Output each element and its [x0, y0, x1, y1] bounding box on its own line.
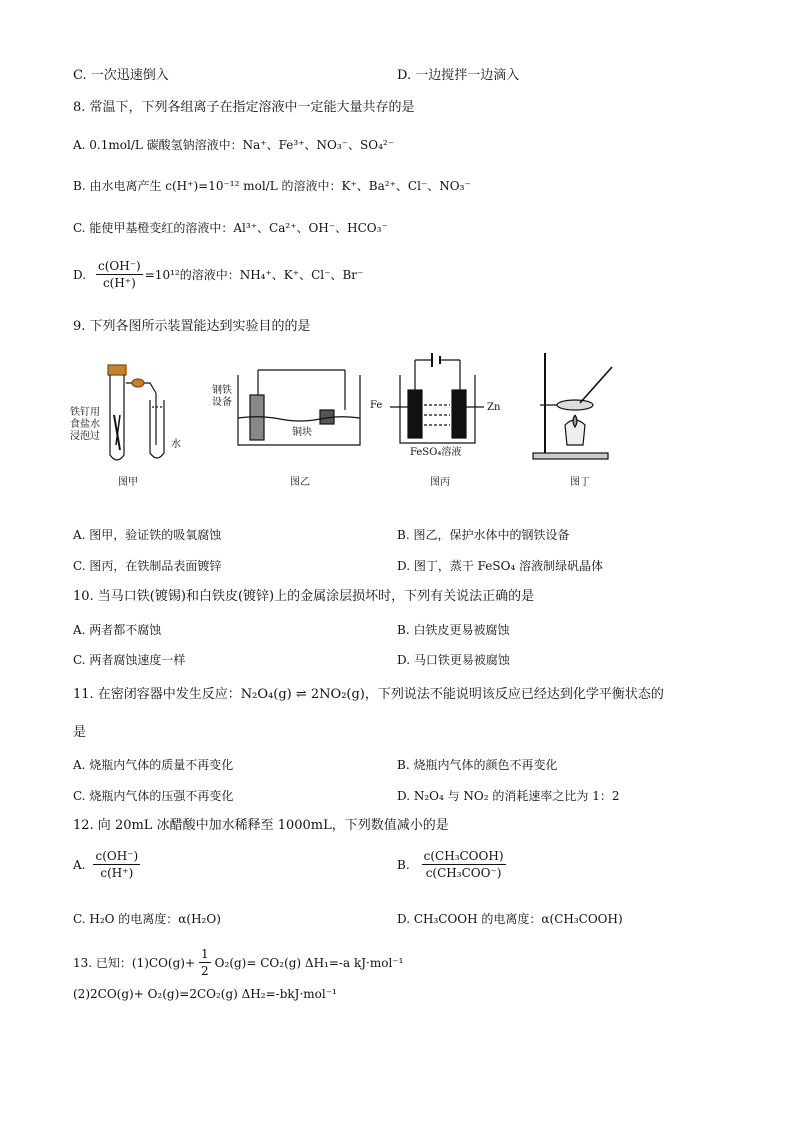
q8-option-d: [73, 258, 363, 291]
fig-bing-label-solution: FeSO₄溶液: [410, 447, 462, 458]
q8-d-rest: =10¹²的溶液中：NH₄⁺、K⁺、Cl⁻、Br⁻: [144, 267, 364, 282]
question-12-stem: 12. 向 20mL 冰醋酸中加水稀释至 1000mL，下列数值减小的是: [73, 818, 449, 833]
stopper: [108, 365, 126, 375]
q9-figures: [0, 345, 794, 495]
q11-option-d: D. N₂O₄ 与 NO₂ 的消耗速率之比为 1：2: [397, 789, 620, 803]
q12-b-denominator: c(CH₃COO⁻): [425, 866, 502, 880]
question-8-stem: 8. 常温下，下列各组离子在指定溶液中一定能大量共存的是: [73, 100, 415, 115]
q8-d-numerator: c(OH⁻): [98, 259, 141, 273]
q13-stem-rest: O₂(g)= CO₂(g) ΔH₁=-a kJ·mol⁻¹: [214, 955, 404, 970]
q10-option-b: B. 白铁皮更易被腐蚀: [397, 623, 510, 637]
figure-bing-drawing: [390, 353, 484, 443]
q8-option-a: A. 0.1mol/L 碳酸氢钠溶液中：Na⁺、Fe³⁺、NO₃⁻、SO₄²⁻: [73, 138, 395, 152]
fig-jia-caption: 图甲: [118, 477, 138, 488]
q12-option-d: D. CH₃COOH 的电离度：α(CH₃COOH): [397, 912, 623, 926]
q12-a-prefix: A.: [73, 857, 86, 872]
fig-jia-label-water: 水: [171, 439, 181, 450]
q8-d-fraction: [96, 258, 143, 291]
question-9-stem: 9. 下列各图所示装置能达到实验目的的是: [73, 319, 311, 334]
q8-option-b: B. 由水电离产生 c(H⁺)=10⁻¹² mol/L 的溶液中：K⁺、Ba²⁺、Cl⁻、NO₃⁻: [73, 179, 471, 193]
q9-option-a: A. 图甲，验证铁的吸氧腐蚀: [73, 528, 222, 542]
option-c: C. 一次迅速倒入: [73, 68, 169, 83]
q12-a-fraction: [93, 848, 140, 881]
q12-b-fraction: [422, 848, 506, 881]
q12-a-numerator: c(OH⁻): [95, 849, 139, 863]
q10-option-d: D. 马口铁更易被腐蚀: [397, 653, 510, 667]
figure-jia-drawing: [108, 365, 164, 460]
fig-yi-label-copper: 铜块: [292, 427, 312, 438]
q12-b-numerator: c(CH₃COOH): [423, 849, 504, 863]
q13-equation-2: (2)2CO(g)+ O₂(g)=2CO₂(g) ΔH₂=-bkJ·mol⁻¹: [73, 987, 337, 1001]
q9-option-c: C. 图丙，在铁制品表面镀锌: [73, 559, 222, 573]
q10-option-a: A. 两者都不腐蚀: [73, 623, 162, 637]
fig-jia-label-nail: 铁钉用 食盐水 浸泡过: [70, 407, 100, 442]
q9-option-b: B. 图乙，保护水体中的钢铁设备: [397, 528, 570, 542]
q13-stem-prefix: 13. 已知：(1)CO(g)+: [73, 955, 196, 970]
q12-b-prefix: B.: [397, 857, 410, 872]
q8-d-prefix: D.: [73, 267, 87, 282]
fig-yi-label-equipment: 钢铁 设备: [212, 385, 232, 408]
fig-bing-label-zn: Zn: [487, 402, 501, 413]
q13-half-fraction: [199, 946, 211, 979]
q11-option-b: B. 烧瓶内气体的颜色不再变化: [397, 758, 558, 772]
q11-option-a: A. 烧瓶内气体的质量不再变化: [73, 758, 234, 772]
fig-ding-caption: 图丁: [570, 477, 590, 488]
fig-bing-label-fe: Fe: [370, 400, 383, 411]
q12-option-c: C. H₂O 的电离度：α(H₂O): [73, 912, 221, 926]
figure-ding-drawing: [533, 353, 612, 459]
q12-option-b: [397, 848, 508, 881]
question-11-stem-cont: 是: [73, 725, 87, 740]
question-11-stem: 11. 在密闭容器中发生反应：N₂O₄(g) ⇌ 2NO₂(g)，下列说法不能说明该反应已经达到化学平衡状态的: [73, 687, 664, 702]
q8-d-denominator: c(H⁺): [102, 276, 136, 290]
q12-option-a: [73, 848, 142, 881]
question-10-stem: 10. 当马口铁(镀锡)和白铁皮(镀锌)上的金属涂层损坏时，下列有关说法正确的是: [73, 589, 535, 604]
question-13-stem: [73, 946, 403, 979]
q12-a-denominator: c(H⁺): [100, 866, 134, 880]
fig-yi-caption: 图乙: [290, 477, 310, 488]
fig-bing-caption: 图丙: [430, 477, 450, 488]
q10-option-c: C. 两者腐蚀速度一样: [73, 653, 186, 667]
q13-half-denominator: 2: [201, 964, 209, 978]
q9-option-d: D. 图丁，蒸干 FeSO₄ 溶液制绿矾晶体: [397, 559, 604, 573]
q11-option-c: C. 烧瓶内气体的压强不再变化: [73, 789, 234, 803]
q8-option-c: C. 能使甲基橙变红的溶液中：Al³⁺、Ca²⁺、OH⁻、HCO₃⁻: [73, 221, 388, 235]
option-d: D. 一边搅拌一边滴入: [397, 68, 520, 83]
q13-half-numerator: 1: [201, 947, 209, 961]
